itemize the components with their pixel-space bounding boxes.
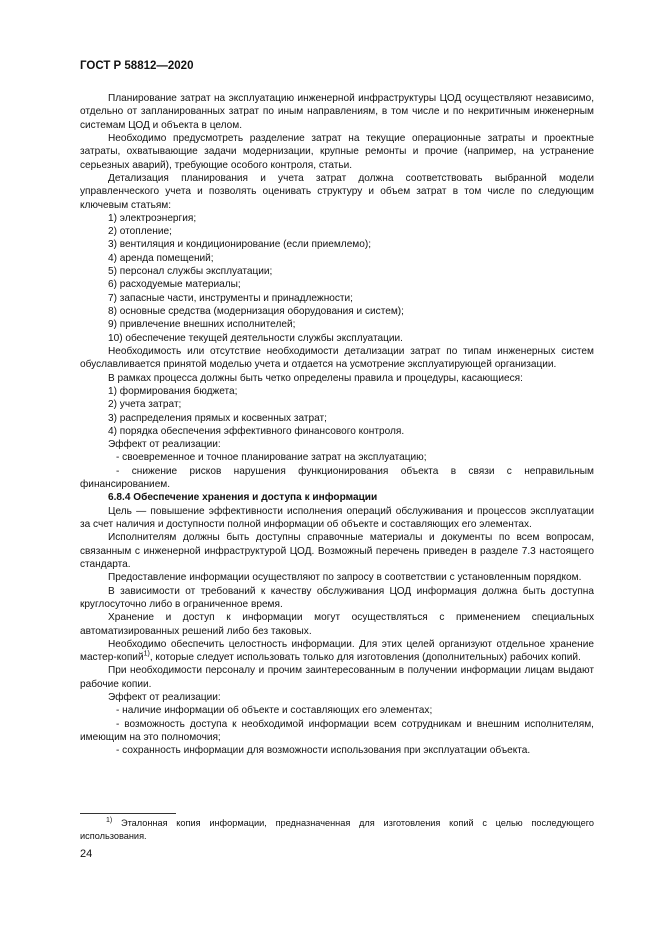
paragraph: При необходимости персоналу и прочим заинтересованным в получении информации лицам выдают рабочие копии. [80, 665, 594, 690]
footnote-text: Эталонная копия информации, предназначенная для изготовления копий с целью последующего использования. [80, 818, 594, 841]
dash-item: - снижение рисков нарушения функционирования объекта в связи с неправильным финансированием. [80, 465, 594, 491]
list-item: 9) привлечение внешних исполнителей; [108, 319, 296, 331]
paragraph: Исполнителям должны быть доступны справочные материалы и документы по всем вопросам, связанным с инженерной инфраструктурой ЦОД. Возможный перечень приведен в разделе 7.3 настоящего стандарта. [80, 532, 594, 570]
document-code: ГОСТ Р 58812—2020 [80, 60, 194, 72]
paragraph: Эффект от реализации: [108, 439, 221, 451]
list-item: 2) отопление; [108, 226, 172, 238]
paragraph: Необходимо предусмотреть разделение затрат на текущие операционные затраты и проектные затраты, охватывающие задачи модернизации, крупные ремонты и прочие (например, на устранение серьезных аварий), требующие особого контроля, статьи. [80, 132, 594, 171]
dash-item: - своевременное и точное планирование затрат на эксплуатацию; [116, 452, 427, 464]
paragraph: Хранение и доступ к информации могут осуществляться с применением специальных автоматизированных решений либо без таковых. [80, 612, 594, 637]
paragraph-with-footnote [80, 638, 594, 665]
dash-item: - возможность доступа к необходимой информации всем сотрудникам и внешним исполнителям, имеющим на это полномочия; [80, 718, 594, 743]
paragraph: Необходимость или отсутствие необходимости детализации затрат по типам инженерных систем обуславливается принятой моделью учета и отдается на усмотрение эксплуатирующей организации. [80, 345, 594, 371]
footnote-mark: 1) [106, 816, 113, 824]
paragraph: В зависимости от требований к качеству обслуживания ЦОД информация должна быть доступна круглосуточно либо в ограниченное время. [80, 585, 594, 610]
paragraph: Цель — повышение эффективности исполнения операций обслуживания и процессов эксплуатации за счет наличия и доступности полной информации об объекте и составляющих его элементах. [80, 505, 594, 530]
list-item: 5) персонал службы эксплуатации; [108, 266, 273, 278]
document-body [80, 92, 594, 758]
list-item: 2) учета затрат; [108, 399, 182, 411]
list-item: 3) распределения прямых и косвенных затрат; [108, 412, 327, 424]
list-item: 7) запасные части, инструменты и принадлежности; [108, 292, 353, 304]
paragraph-text: Необходимо обеспечить целостность информации. Для этих целей организуют отдельное хранение мастер-копий [80, 638, 594, 664]
list-item: 1) электроэнергия; [108, 212, 197, 224]
list-item: 10) обеспечение текущей деятельности службы эксплуатации. [108, 332, 403, 344]
dash-item: - наличие информации об объекте и составляющих его элементах; [116, 705, 433, 717]
list-item: 3) вентиляция и кондиционирование (если приемлемо); [108, 239, 372, 251]
paragraph: Планирование затрат на эксплуатацию инженерной инфраструктуры ЦОД осуществляют независимо, отдельно от запланированных затрат по иным направлениям, в том числе и по некритичным инженерным системам ЦОД и объекта в целом. [80, 93, 594, 131]
list-item: 8) основные средства (модернизация оборудования и систем); [108, 306, 404, 317]
footnote-ref: 1) [143, 650, 150, 658]
paragraph: Предоставление информации осуществляют по запросу в соответствии с установленным порядком. [108, 572, 582, 584]
paragraph: Эффект от реализации: [108, 692, 221, 704]
section-heading: 6.8.4 Обеспечение хранения и доступа к информации [108, 492, 378, 504]
footnote-separator [80, 813, 176, 814]
list-item: 1) формирования бюджета; [108, 385, 238, 397]
list-item: 4) аренда помещений; [108, 252, 214, 264]
dash-item: - сохранность информации для возможности использования при эксплуатации объекта. [116, 745, 531, 757]
list-item: 4) порядка обеспечения эффективного финансового контроля. [108, 425, 405, 437]
page-number: 24 [80, 848, 93, 860]
list-item: 6) расходуемые материалы; [108, 279, 241, 291]
paragraph: В рамках процесса должны быть четко определены правила и процедуры, касающиеся: [108, 372, 523, 384]
footnote [80, 817, 594, 842]
paragraph-text: , которые следует использовать только для изготовления (дополнительных) рабочих копий. [149, 652, 581, 664]
paragraph: Детализация планирования и учета затрат должна соответствовать выбранной модели управленческого учета и позволять оценивать структуру и объем затрат в том числе по следующим ключевым статьям: [80, 172, 594, 211]
